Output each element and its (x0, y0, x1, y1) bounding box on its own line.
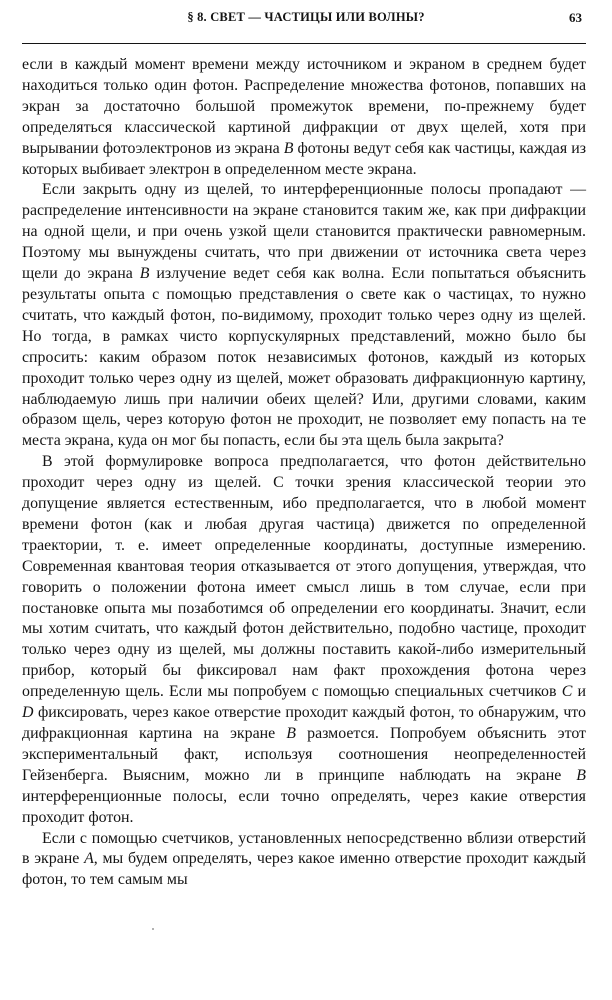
text-run: и (572, 683, 586, 701)
paragraph (22, 55, 586, 180)
italic-symbol: A (84, 850, 94, 868)
italic-symbol: C (561, 683, 573, 701)
text-run: интерференционные полосы, если точно определять, через какие отверстия проходит фотон. (22, 787, 586, 826)
body-text (22, 55, 586, 891)
italic-symbol: B (283, 139, 294, 157)
paragraph (22, 829, 586, 892)
text-run: фиксировать, через какое отверстие проходит каждый фотон, то обнаружим, что дифракционная картина на экране (22, 704, 586, 742)
section-title: § 8. СВЕТ — ЧАСТИЦЫ ИЛИ ВОЛНЫ? (187, 10, 425, 24)
italic-symbol: D (22, 704, 34, 722)
italic-symbol: B (139, 265, 150, 283)
text-run: В этой формулировке вопроса предполагается, что фотон действительно проходит через одну из щелей. С точки зрения классической теории это допущение является естественным, ибо предполагается, что в любой момент времени фотон (как и любая другая частица) движется по определенной траектории, т. е. имеет определенные координаты, доступные измерению. Современная квантовая теория отказывается от этого допущения, утверждая, что говорить о положении фотона имеет смысл лишь в том случае, если при постановке опыта мы позаботимся об определении его координаты. Значит, если мы хотим считать, что каждый фотон действительно, подобно частице, проходит только через одну из щелей, мы должны поставить какой-либо измерительный прибор, который бы фиксировал нам факт прохождения фотона через определенную щель. Если мы попробуем с помощью специальных счетчиков (22, 453, 586, 701)
text-run: , мы будем определять, через какое именно отверстие проходит каждый фотон, то тем самым мы (22, 850, 587, 889)
text-run: фотоны ведут себя как частицы, каждая из которых выбивает электрон в определенном месте экрана. (22, 139, 587, 178)
text-run: Если с помощью счетчиков, установленных непосредственно вблизи отверстий в экране (22, 829, 586, 868)
running-head (0, 10, 612, 32)
print-speck (152, 928, 154, 930)
italic-symbol: B (286, 725, 297, 742)
text-run: если в каждый момент времени между источником и экраном в среднем будет находиться только один фотон. Распределение множества фотонов, попавших на экран за достаточно большой промежуток времени, по-прежнему будет определяться классической картиной дифракции от двух щелей, хотя при вырывании фотоэлектронов из экрана (22, 56, 586, 157)
text-run: излучение ведет себя как волна. Если попытаться объяснить результаты опыта с помощью представления о свете как о частицах, то нужно считать, что каждый фотон, по-видимому, проходит только через одну из щелей. Но тогда, в рамках чисто корпускулярных представлений, можно было бы спросить: каким образом поток независимых фотонов, каждый из которых проходит только через одну из щелей, может образовать дифракционную картину, наблюдаемую лишь при наличии обеих щелей? Или, другими словами, каким образом щель, через которую фотон не проходит, не позволяет ему попасть на те места экрана, куда он мог бы попасть, если бы эта щель была закрыта? (22, 265, 586, 450)
page-number: 63 (569, 10, 582, 25)
paragraph (22, 180, 586, 452)
paragraph (22, 452, 586, 828)
header-rule (22, 43, 586, 44)
text-run: Если закрыть одну из щелей, то интерференционные полосы пропадают — распределение интенсивности на экране становится таким же, как при дифракции на одной щели, и при очень узкой щели становится практически равномерным. Поэтому мы вынуждены считать, что при движении от источника света через щели до экрана (22, 181, 586, 283)
text-run: размоется. Попробуем объяснить этот экспериментальный факт, используя соотношения неопределенностей Гейзенберга. Выясним, можно ли в принципе наблюдать на экране (22, 725, 587, 784)
italic-symbol: B (576, 766, 586, 784)
